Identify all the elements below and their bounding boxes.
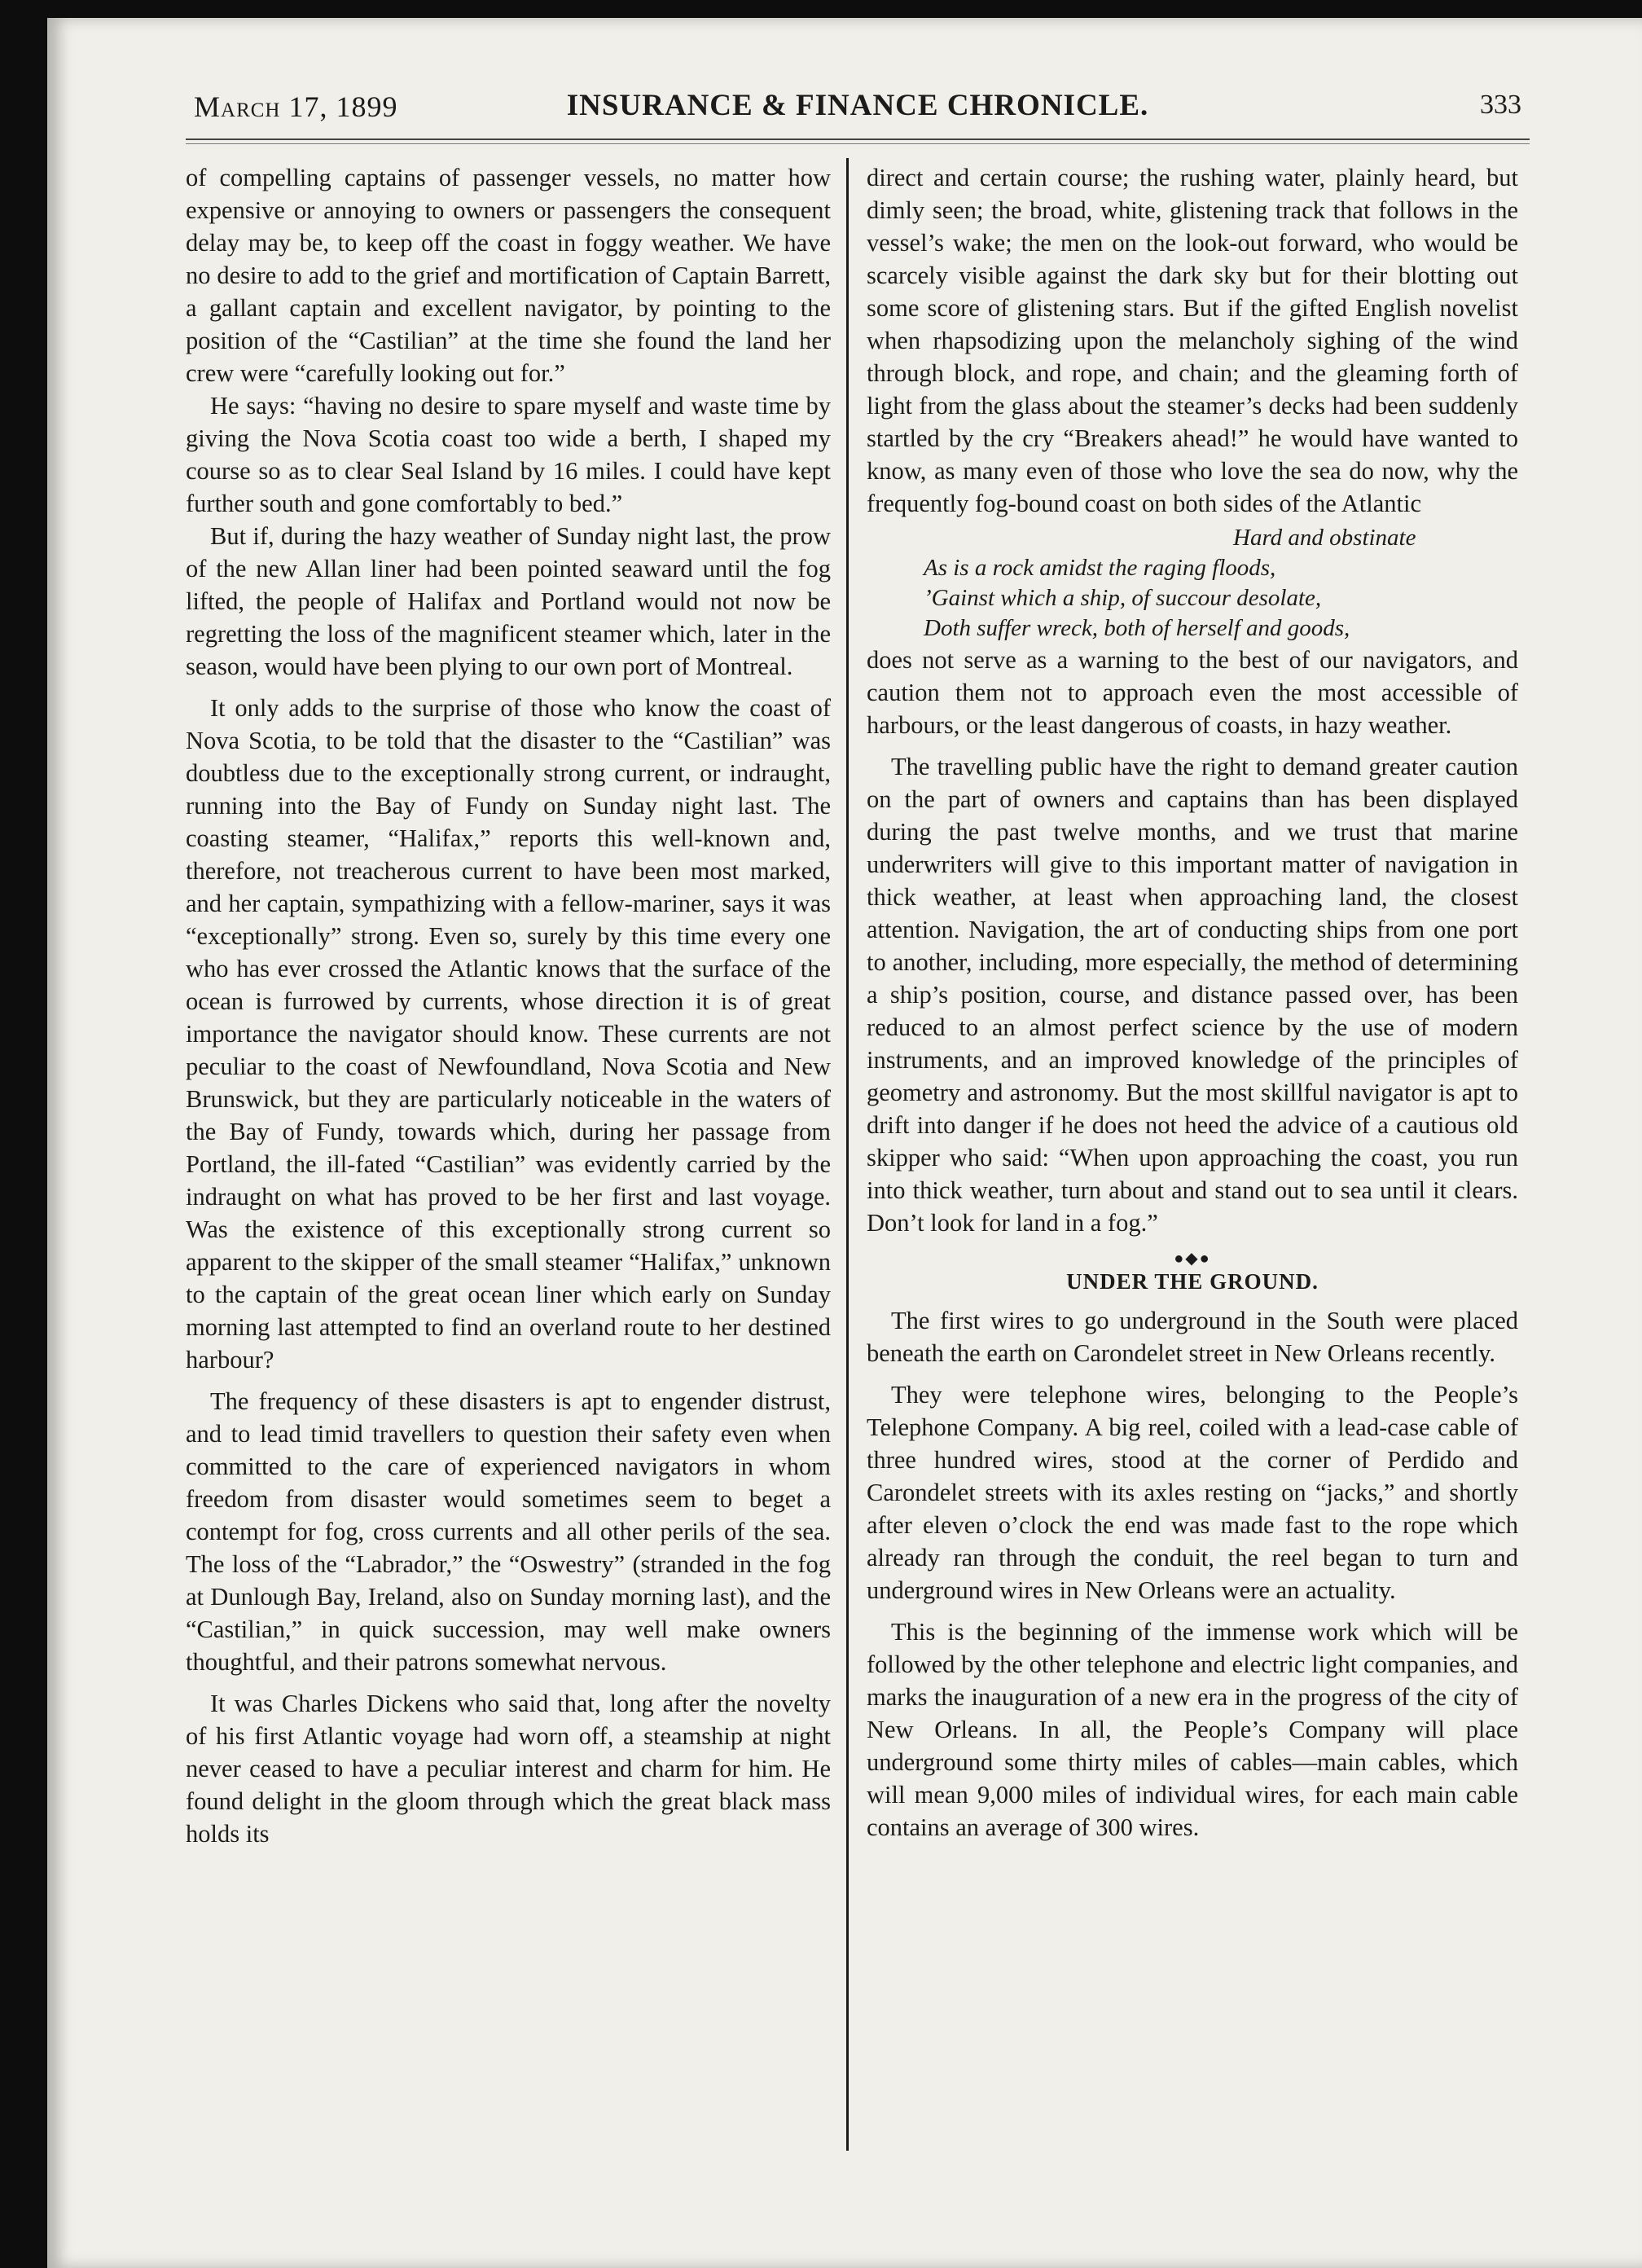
header-rule [186, 138, 1530, 144]
masthead-title: INSURANCE & FINANCE CHRONICLE. [566, 89, 1149, 122]
left-column [186, 161, 831, 1850]
paragraph: It only adds to the surprise of those who know the coast of Nova Scotia, to be told that the disaster to the “Castilian” was doubtless due to the exceptionally strong current, or indraught, running into the Bay of Fundy on Sunday night last. The coasting steamer, “Halifax,” reports this well-known and, therefore, not treacherous current to have been most marked, and her captain, sympathizing with a fellow-mariner, says it was “exceptionally” strong. Even so, surely by this time every one who has ever crossed the Atlantic knows that the surface of the ocean is furrowed by currents, whose direction it is of great importance the navigator should know. These currents are not peculiar to the coast of Newfoundland, Nova Scotia and New Brunswick, but they are particularly noticeable in the waters of the Bay of Fundy, towards which, during her passage from Portland, the ill-fated “Castilian” was evidently carried by the indraught on what has proved to be her first and last voyage. Was the existence of this exceptionally strong current so apparent to the skipper of the small steamer “Halifax,” unknown to the captain of the great ocean liner which early on Sunday morning last attempted to find an overland route to her destined harbour? [186, 694, 831, 1374]
poem-line: ’Gainst which a ship, of succour desolate, [924, 585, 1322, 611]
ornament-divider: ●◆● [1174, 1250, 1211, 1268]
section-title: UNDER THE GROUND. [1066, 1269, 1319, 1294]
poem-quotation [867, 523, 1518, 644]
newspaper-page [47, 18, 1642, 2268]
paragraph: But if, during the hazy weather of Sunday night last, the prow of the new Allan liner had been pointed seaward until the fog lifted, the people of Halifax and Portland would not now be regretting the loss of the magnificent steamer which, later in the season, would have been plying to our own port of Montreal. [186, 522, 831, 680]
paragraph: direct and certain course; the rushing water, plainly heard, but dimly seen; the broad, white, glistening track that follows in the vessel’s wake; the men on the look-out forward, who would be scarcely visible against the dark sky but for their blotting out some score of glistening stars. But if the gifted English novelist when rhapsodizing upon the melancholy sighing of the wind through block, and rope, and chain; and the gleaming forth of light from the glass about the steamer’s decks had been suddenly startled by the cry “Breakers ahead!” he would have wanted to know, as many even of those who love the sea do now, why the frequently fog-bound coast on both sides of the Atlantic [867, 164, 1518, 517]
paragraph: of compelling captains of passenger vessels, no matter how expensive or annoying to owners or passengers the consequent delay may be, to keep off the coast in foggy weather. We have no desire to add to the grief and mortification of Captain Barrett, a gallant captain and excellent navigator, by pointing to the position of the “Castilian” at the time she found the land her crew were “carefully looking out for.” [186, 164, 831, 387]
paragraph: This is the beginning of the immense work which will be followed by the other telephone and electric light companies, and marks the inauguration of a new era in the progress of the city of New Orleans. In all, the People’s Company will place underground some thirty miles of cables—main cables, which will mean 9,000 miles of individual wires, for each main cable contains an average of 300 wires. [867, 1618, 1518, 1841]
column-divider [846, 158, 849, 2151]
page-number: 333 [1480, 90, 1521, 120]
paragraph: does not serve as a warning to the best of our navigators, and caution them not to approach even the most accessible of harbours, or the least dangerous of coasts, in hazy weather. [867, 646, 1518, 739]
poem-line: Hard and obstinate [1233, 525, 1416, 551]
paragraph: They were telephone wires, belonging to the People’s Telephone Company. A big reel, coiled with a lead-case cable of three hundred wires, stood at the corner of Perdido and Carondelet streets with its axles resting on “jacks,” and shortly after eleven o’clock the end was made fast to the rope which already ran through the conduit, the reel began to turn and underground wires in New Orleans were an actuality. [867, 1381, 1518, 1604]
page-header [194, 88, 1521, 137]
paragraph: He says: “having no desire to spare myself and waste time by giving the Nova Scotia coast too wide a berth, I shaped my course so as to clear Seal Island by 16 miles. I could have kept further south and gone comfortably to bed.” [186, 392, 831, 517]
right-column [867, 161, 1518, 1844]
poem-line: As is a rock amidst the raging floods, [924, 555, 1276, 581]
paragraph: The frequency of these disasters is apt to engender distrust, and to lead timid travellers to question their safety even when committed to the care of experienced navigators in whom freedom from disaster would sometimes seem to beget a contempt for fog, cross currents and all other perils of the sea. The loss of the “Labrador,” the “Oswestry” (stranded in the fog at Dunlough Bay, Ireland, also on Sunday morning last), and the “Castilian,” in quick succession, may well make owners thoughtful, and their patrons somewhat nervous. [186, 1387, 831, 1676]
issue-date: March 17, 1899 [194, 90, 398, 123]
paragraph: The first wires to go underground in the South were placed beneath the earth on Carondelet street in New Orleans recently. [867, 1307, 1518, 1367]
paragraph: The travelling public have the right to demand greater caution on the part of owners and captains than has been displayed during the past twelve months, and we trust that marine underwriters will give to this important matter of navigation in thick weather, at least when approaching land, the closest attention. Navigation, the art of conducting ships from one port to another, including, more especially, the method of determining a ship’s position, course, and distance passed over, has been reduced to an almost perfect science by the use of modern instruments, and an improved knowledge of the principles of geometry and astronomy. But the most skillful navigator is apt to drift into danger if he does not heed the advice of a cautious old skipper who said: “When upon approaching the coast, you run into thick weather, turn about and stand out to sea until it clears. Don’t look for land in a fog.” [867, 753, 1518, 1237]
section-heading [867, 1252, 1518, 1298]
poem-line: Doth suffer wreck, both of herself and goods, [924, 615, 1350, 641]
paragraph: It was Charles Dickens who said that, long after the novelty of his first Atlantic voyage had worn off, a steamship at night never ceased to have a peculiar interest and charm for him. He found delight in the gloom through which the great black mass holds its [186, 1690, 831, 1848]
